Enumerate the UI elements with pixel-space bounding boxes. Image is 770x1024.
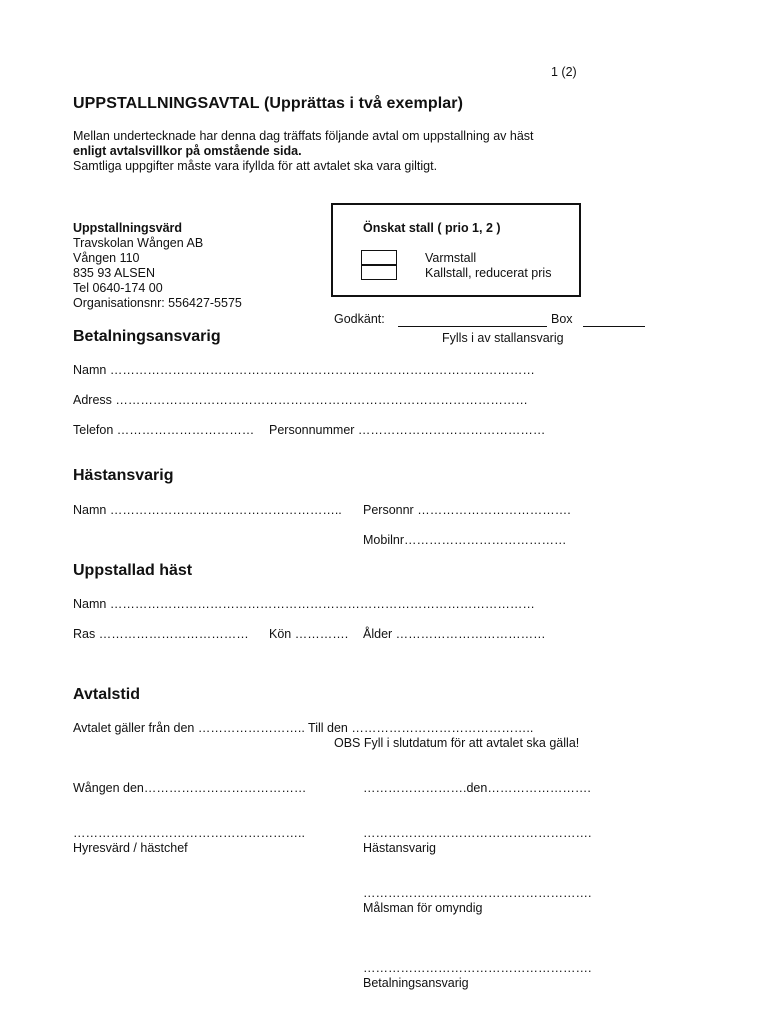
payer-heading: Betalningsansvarig — [73, 328, 221, 345]
horse-heading: Uppstallad häst — [73, 562, 193, 579]
cold-stall-label: Kallstall, reducerat pris — [425, 266, 552, 280]
horse-owner-heading: Hästansvarig — [73, 467, 174, 484]
contract-period-field[interactable]: Avtalet gäller från den …………………….. Till den …………………………………….. — [73, 721, 534, 735]
landlord-signature-field[interactable]: ……………………………………………….. — [73, 826, 305, 840]
stall-heading: Önskat stall ( prio 1, 2 ) — [363, 221, 501, 235]
box-number-line[interactable] — [583, 326, 645, 327]
host-city: 835 93 ALSEN — [73, 266, 156, 280]
payer-personnummer-field[interactable]: Personnummer ……………………………………… — [269, 423, 546, 437]
intro-line-1: Mellan undertecknade har denna dag träffats följande avtal om uppstallning av häst — [73, 129, 534, 143]
host-name: Travskolan Wången AB — [73, 236, 204, 250]
horse-breed-field[interactable]: Ras ……………………………… — [73, 627, 249, 641]
host-street: Vången 110 — [73, 251, 140, 265]
contract-heading: Avtalstid — [73, 686, 140, 703]
horse-owner-signature-field[interactable]: ………………………………………………. — [363, 826, 592, 840]
host-org-number: Organisationsnr: 556427-5575 — [73, 296, 242, 310]
place-date-right-field[interactable]: …………………….den……………………. — [363, 781, 591, 795]
page-number: 1 (2) — [551, 65, 577, 79]
guardian-signature-field[interactable]: ………………………………………………. — [363, 886, 592, 900]
guardian-signature-label: Målsman för omyndig — [363, 901, 483, 915]
payer-signature-label: Betalningsansvarig — [363, 976, 469, 990]
horse-owner-mobile-field[interactable]: Mobilnr………………………………… — [363, 533, 567, 547]
box-label: Box — [551, 312, 573, 326]
approved-label: Godkänt: — [334, 312, 385, 326]
contract-note: OBS Fyll i slutdatum för att avtalet ska gälla! — [334, 736, 580, 750]
approved-signature-line[interactable] — [398, 326, 547, 327]
cold-stall-priority-field[interactable] — [361, 265, 397, 280]
place-date-left-field[interactable]: Wången den………………………………… — [73, 781, 307, 795]
page-title: UPPSTALLNINGSAVTAL (Upprättas i två exemplar) — [73, 95, 464, 112]
horse-owner-name-field[interactable]: Namn ……………………………………………….. — [73, 503, 342, 517]
payer-address-field[interactable]: Adress ……………………………………………………………………………………… — [73, 393, 528, 407]
warm-stall-priority-field[interactable] — [361, 250, 397, 265]
horse-owner-personnr-field[interactable]: Personnr ………………………………. — [363, 503, 571, 517]
horse-age-field[interactable]: Ålder ……………………………… — [363, 627, 546, 641]
intro-line-3: Samtliga uppgifter måste vara ifyllda för att avtalet ska vara giltigt. — [73, 159, 438, 173]
horse-owner-signature-label: Hästansvarig — [363, 841, 436, 855]
payer-name-field[interactable]: Namn ………………………………………………………………………………………… — [73, 363, 535, 377]
landlord-signature-label: Hyresvärd / hästchef — [73, 841, 188, 855]
payer-signature-field[interactable]: ………………………………………………. — [363, 961, 592, 975]
horse-name-field[interactable]: Namn ………………………………………………………………………………………… — [73, 597, 535, 611]
warm-stall-label: Varmstall — [425, 251, 477, 265]
host-heading: Uppstallningsvärd — [73, 221, 183, 235]
intro-line-2: enligt avtalsvillkor på omstående sida. — [73, 144, 302, 158]
horse-gender-field[interactable]: Kön …………. — [269, 627, 349, 641]
approval-note: Fylls i av stallansvarig — [442, 331, 564, 345]
payer-phone-field[interactable]: Telefon …………………………… — [73, 423, 255, 437]
host-phone: Tel 0640-174 00 — [73, 281, 163, 295]
